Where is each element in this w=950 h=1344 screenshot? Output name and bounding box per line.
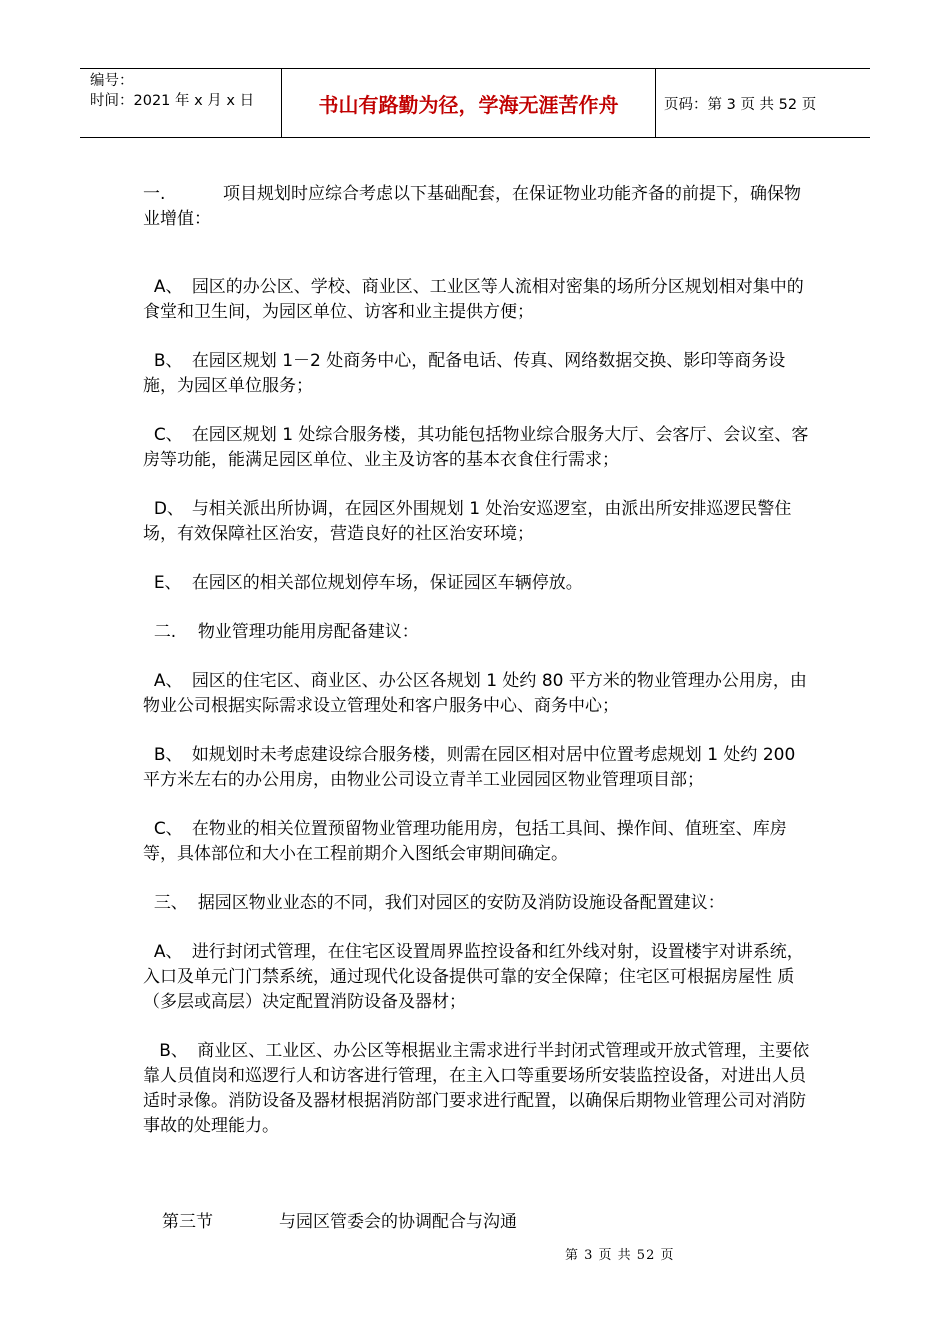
paragraph (143, 275, 815, 325)
paragraph (143, 817, 815, 867)
paragraph-marker: D、 (153, 499, 184, 519)
document-body (143, 182, 815, 1139)
paragraph-text: 在园区规划 1－2 处商务中心，配备电话、传真、网络数据交换、影印等商务设施，为园区单位服务； (143, 351, 786, 396)
paragraph-text: 园区的住宅区、商业区、办公区各规划 1 处约 80 平方米的物业管理办公用房，由物业公司根据实际需求设立管理处和客户服务中心、商务中心； (143, 671, 807, 716)
paragraph (143, 940, 815, 1015)
header-date-label: 时间：2021 年 x 月 x 日 (90, 93, 255, 109)
header-motto: 书山有路勤为径，学海无涯苦作舟 (282, 69, 656, 137)
paragraph-text: 与相关派出所协调，在园区外围规划 1 处治安巡逻室，由派出所安排巡逻民警住场，有效保障社区治安，营造良好的社区治安环境； (143, 499, 792, 544)
paragraph (143, 182, 815, 232)
header-meta (80, 69, 282, 137)
paragraph-marker: A、 (153, 671, 183, 691)
paragraph-text: 据园区物业业态的不同，我们对园区的安防及消防设施设备配置建议： (197, 893, 725, 913)
paragraph (143, 620, 815, 645)
paragraph-marker: E、 (153, 573, 182, 593)
page-footer: 第 3 页 共 52 页 (565, 1248, 675, 1263)
paragraph-text: 在物业的相关位置预留物业管理功能用房，包括工具间、操作间、值班室、库房等，具体部位和大小在工程前期介入图纸会审期间确定。 (143, 819, 787, 864)
paragraph (143, 743, 815, 793)
paragraph (143, 423, 815, 473)
paragraph-text: 如规划时未考虑建设综合服务楼，则需在园区相对居中位置考虑规划 1 处约 200 平方米左右的办公用房，由物业公司设立青羊工业园园区物业管理项目部； (143, 745, 796, 790)
paragraph-text: 在园区规划 1 处综合服务楼，其功能包括物业综合服务大厅、会客厅、会议室、客房等功能，能满足园区单位、业主及访客的基本衣食住行需求； (143, 425, 809, 470)
paragraph-marker: A、 (153, 942, 183, 962)
paragraph (143, 669, 815, 719)
header-page-info: 页码：第 3 页 共 52 页 (664, 96, 817, 113)
paragraph-marker: 一. (143, 184, 166, 204)
paragraph-marker: 三、 (153, 893, 188, 913)
paragraph-text: 物业管理功能用房配备建议： (197, 622, 419, 642)
paragraph-marker: C、 (153, 819, 183, 839)
page-header (80, 68, 870, 138)
paragraph-marker: B、 (159, 1041, 188, 1061)
paragraph-text: 在园区的相关部位规划停车场，保证园区车辆停放。 (191, 573, 583, 593)
header-number-label: 编号： (90, 73, 134, 89)
paragraph-text: 项目规划时应综合考虑以下基础配套，在保证物业功能齐备的前提下，确保物业增值： (143, 184, 801, 229)
section-heading (162, 1207, 517, 1232)
paragraph-marker: C、 (153, 425, 183, 445)
paragraph-marker: A、 (153, 277, 183, 297)
paragraph (143, 891, 815, 916)
paragraph-text: 商业区、工业区、办公区等根据业主需求进行半封闭式管理或开放式管理，主要依靠人员值岗和巡逻行人和访客进行管理，在主入口等重要场所安装监控设备，对进出人员适时录像。消防设备及器材根据消防部门要求进行配置，以确保后期物业管理公司对消防事故的处理能力。 (143, 1041, 810, 1136)
paragraph-text: 园区的办公区、学校、商业区、工业区等人流相对密集的场所分区规划相对集中的食堂和卫生间，为园区单位、访客和业主提供方便； (143, 277, 804, 322)
paragraph (143, 349, 815, 399)
paragraph-marker: B、 (153, 351, 183, 371)
paragraph-marker: 二. (153, 622, 177, 642)
paragraph (143, 1039, 815, 1139)
paragraph (143, 571, 815, 596)
section-title: 与园区管委会的协调配合与沟通 (279, 1212, 517, 1232)
paragraph (143, 497, 815, 547)
section-label: 第三节 (162, 1212, 213, 1232)
paragraph-text: 进行封闭式管理，在住宅区设置周界监控设备和红外线对射，设置楼宇对讲系统，入口及单元门门禁系统，通过现代化设备提供可靠的安全保障；住宅区可根据房屋性 质（多层或高层）决定配置消防设备及器材； (143, 942, 804, 1012)
paragraph-marker: B、 (153, 745, 183, 765)
